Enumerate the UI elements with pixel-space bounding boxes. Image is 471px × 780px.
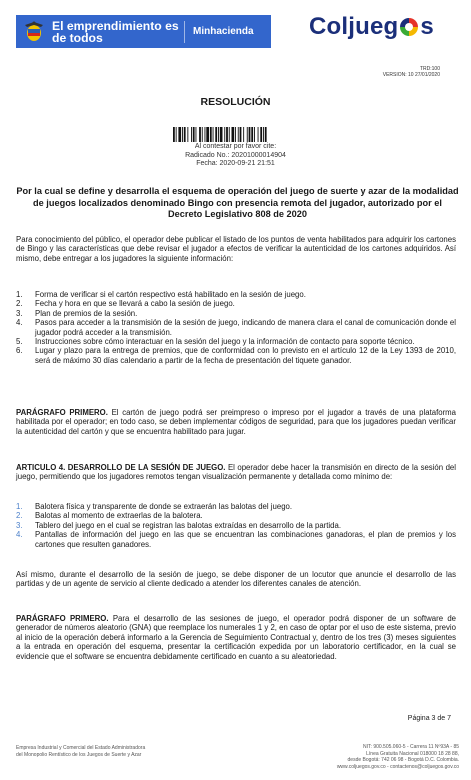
list-item xyxy=(16,346,456,365)
list-item xyxy=(16,309,456,318)
version-line: VERSION: 10 27/01/2020 xyxy=(382,72,440,78)
coljuegos-logo xyxy=(309,13,434,41)
list-item xyxy=(16,318,456,337)
list-item xyxy=(16,511,456,520)
list-item xyxy=(16,530,456,549)
resolution-subject: Por la cual se define y desarrolla el esquema de operación del juego de suerte y azar de la modalidad de juegos localizados denominado Bingo con presencia remota del jugador, autorizado por el Decreto Legislativo 808 de 2020 xyxy=(16,186,459,219)
footer-web-email: www.coljuegos.gov.co - contactenos@coljuegos.gov.co xyxy=(336,763,459,770)
list-item-number: 1. xyxy=(16,290,23,299)
government-banner xyxy=(16,15,271,48)
paragrafo-text: El cartón de juego podrá ser preimpreso o impreso por el jugador a través de una plataforma habilitada por el operador; en todo caso, se deben implementar códigos de seguridad, para que los jugadores puedan verificar la autenticidad del cartón y que se encuentra habilitado para jugar. xyxy=(16,408,457,436)
list-item-text: Balotera física y transparente de donde se extraerán las balotas del juego. xyxy=(35,502,293,511)
list-item-text: Forma de verificar si el cartón respectivo está habilitado en la sesión de juego. xyxy=(35,290,306,299)
cite-instruction: Al contestar por favor cite: xyxy=(194,143,277,150)
banner-divider xyxy=(184,21,185,43)
list-item xyxy=(16,502,456,511)
footer-phone: Línea Gratuita Nacional 018000 18 28 88, xyxy=(366,750,459,757)
list-item-text: Pantallas de información del juego en las que se encuentran las combinaciones ganadoras, el plan de premios y los cartones que resulten ganadores. xyxy=(35,530,456,549)
page-header xyxy=(0,0,471,60)
trd-code: TRD:100 xyxy=(419,66,440,72)
list-item-number: 4. xyxy=(16,530,23,540)
list-item-number: 4. xyxy=(16,318,23,328)
government-slogan: El emprendimiento es de todos xyxy=(52,18,179,45)
list-item-text: Lugar y plazo para la entrega de premios, que de conformidad con lo previsto en el artículo 12 de la Ley 1393 de 2010, será de máximo 30 días calendario a partir de la fecha de presentación del tiquete ganador. xyxy=(35,346,456,365)
paragrafo-heading: PARÁGRAFO PRIMERO. xyxy=(16,614,109,623)
radicado-date: Fecha: 2020-09-21 21:51 xyxy=(196,160,275,167)
paragrafo-primero-2 xyxy=(16,614,456,661)
page-number: Página 3 de 7 xyxy=(407,715,451,722)
list-item xyxy=(16,337,456,346)
paragrafo-primero-1 xyxy=(16,408,456,436)
document-version xyxy=(383,66,440,78)
logo-text-part-2: eg xyxy=(370,13,399,40)
list-item-number: 5. xyxy=(16,337,23,347)
document-title: RESOLUCIÓN xyxy=(200,96,271,108)
list-item-number: 2. xyxy=(16,299,23,309)
information-list xyxy=(16,290,456,365)
footer-bogota-phone: desde Bogotá: 742 06 98 - Bogotá D.C. Colombia. xyxy=(347,757,459,763)
footer-line: del Monopolio Rentístico de los Juegos de Suerte y Azar xyxy=(16,751,142,758)
announcer-paragraph: Así mismo, durante el desarrollo de la sesión de juego, se debe disponer de un locutor que anuncie el desarrollo de las partidas y de un agente de servicio al cliente dedicado a atender los diferentes canales de atención. xyxy=(16,570,456,589)
logo-text-part-3: s xyxy=(420,13,434,40)
list-item-number: 2. xyxy=(16,511,23,521)
barcode-image xyxy=(173,127,297,142)
list-item-text: Tablero del juego en el cual se registran las balotas extraídas en desarrollo de la partida. xyxy=(35,520,341,530)
list-item xyxy=(16,521,456,530)
footer-line: Empresa Industrial y Comercial del Estado Administradora xyxy=(16,745,146,751)
list-item xyxy=(16,299,456,308)
list-item-text: Plan de premios de la sesión. xyxy=(35,308,138,318)
logo-multicolor-o-icon xyxy=(399,17,419,37)
ministry-name: Minhacienda xyxy=(193,26,254,37)
list-item-number: 6. xyxy=(16,346,23,356)
footer-entity xyxy=(16,745,145,758)
list-item-text: Balotas al momento de extraerlas de la balotera. xyxy=(35,511,203,521)
logo-text-part-1: Colju xyxy=(309,13,370,40)
footer-contact xyxy=(337,744,459,770)
article-4 xyxy=(16,463,456,482)
list-item-number: 1. xyxy=(16,502,23,511)
footer-nit-address: NIT: 900.505.060-5 - Carrera 11 Nº93A - 85 xyxy=(363,744,459,750)
transmission-list xyxy=(16,502,456,549)
list-item-number: 3. xyxy=(16,520,23,530)
list-item xyxy=(16,290,456,299)
colombia-coat-of-arms-icon xyxy=(22,20,46,44)
paragrafo-heading: PARÁGRAFO PRIMERO. xyxy=(16,408,108,417)
article-heading: ARTICULO 4. DESARROLLO DE LA SESIÓN DE JUEGO. xyxy=(16,463,226,472)
intro-paragraph: Para conocimiento del público, el operador debe publicar el listado de los puntos de venta habilitados para adquirir los cartones de Bingo y las características que debe revisar el jugador a efectos de verificar la autenticidad de los cartones adquiridos. Así mismo, debe entregar a los jugadores la siguiente información: xyxy=(16,235,456,263)
paragrafo-text: Para el desarrollo de las sesiones de juego, el operador podrá disponer de un software de generador de números aleatorio (GNA) que reemplace los numerales 1 y 2, en caso de optar por el uso de este sistema, previo al inicio de la operación deberá informarlo a la Gerencia de Seguimiento Contractual y, dentro de los tres (3) meses siguientes a la entrada en operación del esquema, presentar la certificación expedida por un laboratorio certificador, en la cual se evidencie que el software se encuentra debidamente certificado en cuanto a su aleatoriedad. xyxy=(16,614,456,661)
list-item-text: Instrucciones sobre cómo interactuar en la sesión del juego y la información de contacto para soporte técnico. xyxy=(35,337,415,347)
article-text: El operador debe hacer la transmisión en directo de la sesión del juego, permitiendo que los jugadores remotos tengan visualización permanente y detallada como mínimo de: xyxy=(16,463,456,482)
list-item-number: 3. xyxy=(16,308,23,318)
radicado-info xyxy=(0,143,471,169)
radicado-number: Radicado No.: 20201000014904 xyxy=(185,151,286,159)
list-item-text: Pasos para acceder a la transmisión de la sesión de juego, indicando de manera clara el canal de comunicación donde el jugador podrá acceder a la transmisión. xyxy=(35,318,456,337)
list-item-text: Fecha y hora en que se llevará a cabo la sesión de juego. xyxy=(35,299,235,309)
